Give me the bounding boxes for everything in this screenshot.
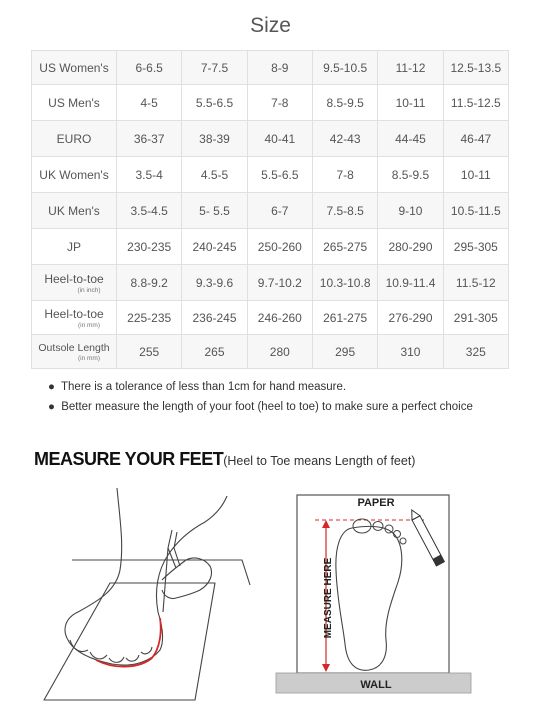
paper-sheet xyxy=(44,583,215,700)
toe-icon xyxy=(109,657,124,662)
size-cell: 3.5-4.5 xyxy=(117,193,182,229)
row-label-unit: (in mm) xyxy=(77,321,101,329)
size-cell: 255 xyxy=(117,335,182,369)
size-cell: 250-260 xyxy=(247,229,312,265)
size-cell: 4.5-5 xyxy=(182,157,247,193)
size-cell: 236-245 xyxy=(182,301,247,335)
size-cell: 325 xyxy=(443,335,508,369)
note-text: Better measure the length of your foot (heel to toe) to make sure a perfect choice xyxy=(61,401,473,413)
size-cell: 9.5-10.5 xyxy=(312,51,377,85)
size-cell: 8.8-9.2 xyxy=(117,265,182,301)
paper-outline xyxy=(297,495,449,673)
paper-label: PAPER xyxy=(357,497,395,509)
size-cell: 7-8 xyxy=(312,157,377,193)
size-cell: 7-7.5 xyxy=(182,51,247,85)
row-label-unit: (in mm) xyxy=(77,354,101,362)
foot-outline xyxy=(65,488,227,665)
size-cell: 7.5-8.5 xyxy=(312,193,377,229)
size-cell: 40-41 xyxy=(247,121,312,157)
size-cell: 10-11 xyxy=(443,157,508,193)
foot-tracing-illustration xyxy=(44,488,250,700)
size-cell: 9.3-9.6 xyxy=(182,265,247,301)
size-cell: 240-245 xyxy=(182,229,247,265)
size-cell: 295-305 xyxy=(443,229,508,265)
size-cell: 261-275 xyxy=(312,301,377,335)
size-cell: 8-9 xyxy=(247,51,312,85)
toe-icon xyxy=(126,655,139,661)
size-cell: 4-5 xyxy=(117,85,182,121)
row-label-text: US Men's xyxy=(48,95,100,110)
size-cell: 7-8 xyxy=(247,85,312,121)
size-cell: 10-11 xyxy=(378,85,443,121)
size-cell: 38-39 xyxy=(182,121,247,157)
size-cell: 295 xyxy=(312,335,377,369)
size-cell: 265-275 xyxy=(312,229,377,265)
size-cell: 44-45 xyxy=(378,121,443,157)
note-text: There is a tolerance of less than 1cm for hand measure. xyxy=(61,381,347,393)
size-cell: 8.5-9.5 xyxy=(312,85,377,121)
size-cell: 246-260 xyxy=(247,301,312,335)
size-cell: 265 xyxy=(182,335,247,369)
hand-outline xyxy=(162,558,212,599)
row-label-unit: (in inch) xyxy=(77,286,101,294)
size-cell: 10.9-11.4 xyxy=(378,265,443,301)
pen-tip-icon xyxy=(163,548,168,612)
wall-label: WALL xyxy=(360,679,392,691)
row-label-text: US Women's xyxy=(39,60,109,75)
size-cell: 5- 5.5 xyxy=(182,193,247,229)
size-cell: 230-235 xyxy=(117,229,182,265)
size-cell: 10.5-11.5 xyxy=(443,193,508,229)
row-label-text: JP xyxy=(66,239,81,254)
measure-here-label: MEASURE HERE xyxy=(323,557,334,639)
page-title: Size xyxy=(250,14,291,37)
size-cell: 9-10 xyxy=(378,193,443,229)
size-cell: 36-37 xyxy=(117,121,182,157)
size-cell: 11-12 xyxy=(378,51,443,85)
measure-diagram xyxy=(276,495,471,693)
bullet-icon: ● xyxy=(48,401,55,413)
traced-line xyxy=(96,618,161,667)
size-cell: 276-290 xyxy=(378,301,443,335)
floor-line xyxy=(72,560,250,585)
row-label-text: Outsole Length xyxy=(38,341,110,354)
size-cell: 310 xyxy=(378,335,443,369)
size-cell: 9.7-10.2 xyxy=(247,265,312,301)
size-cell: 8.5-9.5 xyxy=(378,157,443,193)
size-cell: 5.5-6.5 xyxy=(247,157,312,193)
pen-icon xyxy=(174,532,180,566)
size-cell: 6-6.5 xyxy=(117,51,182,85)
bullet-icon: ● xyxy=(48,381,55,393)
measure-subtitle: (Heel to Toe means Length of feet) xyxy=(223,454,416,468)
size-cell: 42-43 xyxy=(312,121,377,157)
size-cell: 225-235 xyxy=(117,301,182,335)
row-label-text: EURO xyxy=(56,131,92,146)
size-cell: 10.3-10.8 xyxy=(312,265,377,301)
size-cell: 6-7 xyxy=(247,193,312,229)
size-cell: 3.5-4 xyxy=(117,157,182,193)
size-cell: 291-305 xyxy=(443,301,508,335)
size-cell: 46-47 xyxy=(443,121,508,157)
toe-icon xyxy=(141,647,152,654)
size-cell: 12.5-13.5 xyxy=(443,51,508,85)
row-label-text: UK Men's xyxy=(48,203,100,218)
toe-icon xyxy=(90,652,107,659)
measure-title: MEASURE YOUR FEET xyxy=(34,449,224,469)
row-label-text: UK Women's xyxy=(39,167,109,182)
size-cell: 280 xyxy=(247,335,312,369)
row-label-text: Heel-to-toe xyxy=(44,271,104,286)
size-cell: 5.5-6.5 xyxy=(182,85,247,121)
size-cell: 11.5-12.5 xyxy=(443,85,508,121)
size-cell: 280-290 xyxy=(378,229,443,265)
row-label-text: Heel-to-toe xyxy=(44,306,104,321)
size-cell: 11.5-12 xyxy=(443,265,508,301)
